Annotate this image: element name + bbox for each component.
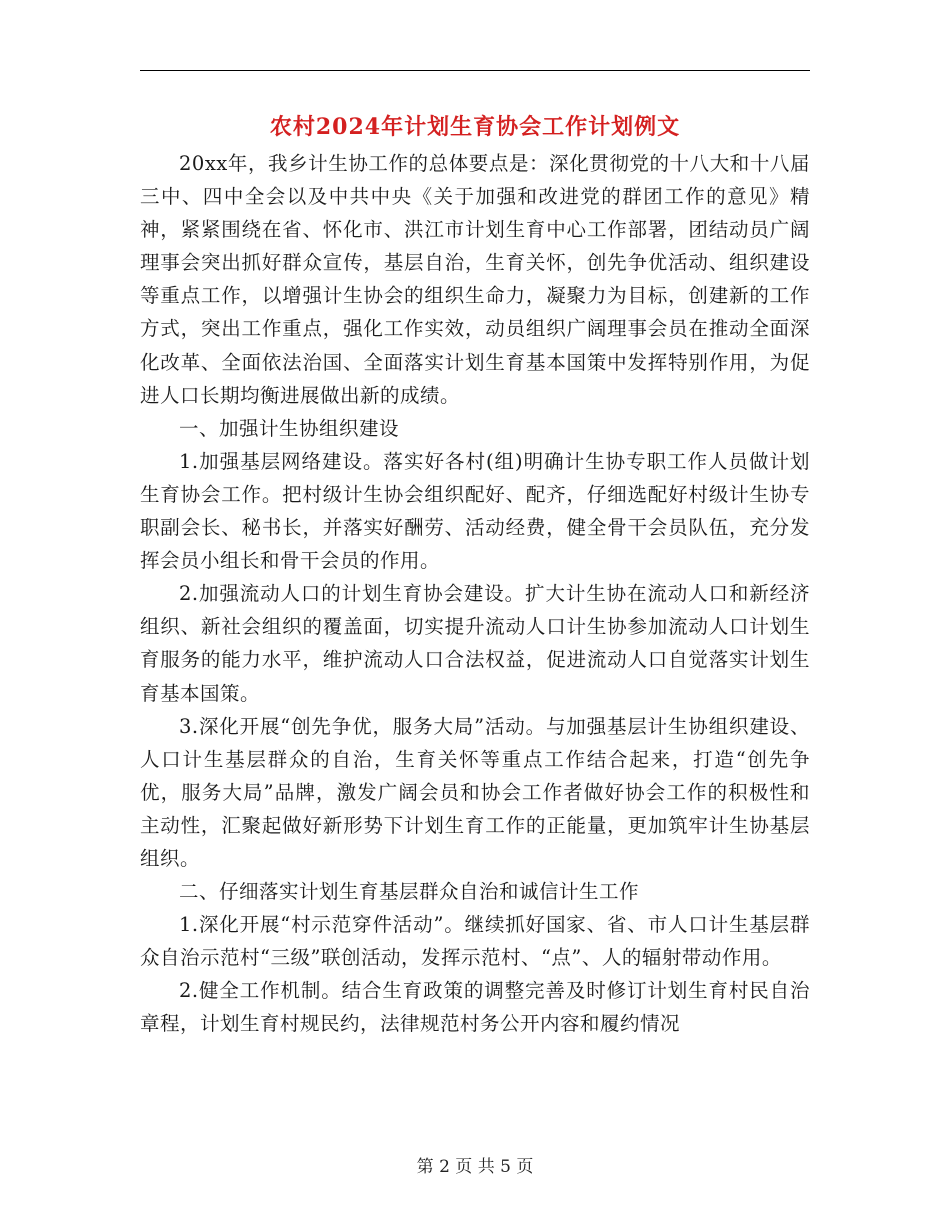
- page-footer: 第 2 页 共 5 页: [416, 1157, 534, 1177]
- intro-paragraph: 20xx年，我乡计生协工作的总体要点是：深化贯彻党的十八大和十八届三中、四中全会以及中共中央《关于加强和改进党的群团工作的意见》精神，紧紧围绕在省、怀化市、洪江市计划生育中心工作部署，团结动员广阔理事会突出抓好群众宣传，基层自治，生育关怀，创先争优活动、组织建设等重点工作，以增强计生协会的组织生命力，凝聚力为目标，创建新的工作方式，突出工作重点，强化工作实效，动员组织广阔理事会员在推动全面深化改革、全面依法治国、全面落实计划生育基本国策中发挥特别作用，为促进人口长期均衡进展做出新的成绩。: [140, 152, 810, 407]
- section-2-item-1: 1.深化开展“村示范穿件活动”。继续抓好国家、省、市人口计生基层群众自治示范村“三级”联创活动，发挥示范村、“点”、人的辐射带动作用。: [140, 913, 810, 970]
- section-heading-2: 二、仔细落实计划生育基层群众自治和诚信计生工作: [179, 880, 640, 904]
- section-1-item-3: 3.深化开展“创先争优，服务大局”活动。与加强基层计生协组织建设、人口计生基层群众的自治，生育关怀等重点工作结合起来，打造“创先争优，服务大局”品牌，激发广阔会员和协会工作者做好协会工作的积极性和主动性，汇聚起做好新形势下计划生育工作的正能量，更加筑牢计生协基层组织。: [140, 714, 810, 870]
- section-2-item-2: 2.健全工作机制。结合生育政策的调整完善及时修订计划生育村民自治章程，计划生育村规民约，法律规范村务公开内容和履约情况: [140, 979, 810, 1036]
- document-title: 农村2024年计划生育协会工作计划例文: [269, 114, 681, 140]
- section-1-item-1: 1.加强基层网络建设。落实好各村(组)明确计生协专职工作人员做计划生育协会工作。把村级计生协会组织配好、配齐，仔细选配好村级计生协专职副会长、秘书长，并落实好酬劳、活动经费，健全骨干会员队伍，充分发挥会员小组长和骨干会员的作用。: [140, 449, 810, 573]
- section-1-item-2: 2.加强流动人口的计划生育协会建设。扩大计生协在流动人口和新经济组织、新社会组织的覆盖面，切实提升流动人口计生协参加流动人口计划生育服务的能力水平，维护流动人口合法权益，促进流动人口自觉落实计划生育基本国策。: [140, 582, 810, 705]
- section-heading-1: 一、加强计生协组织建设: [179, 416, 400, 440]
- document-body: [140, 147, 810, 1041]
- header-rule: [140, 70, 810, 71]
